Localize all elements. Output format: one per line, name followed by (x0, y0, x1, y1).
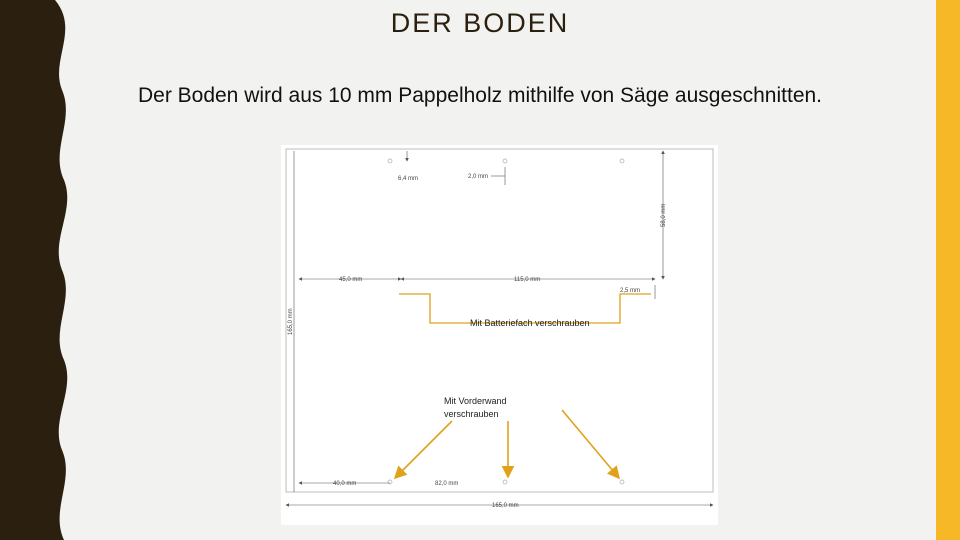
accent-bar (936, 0, 960, 540)
dim-label-82-0: 82,0 mm (435, 481, 459, 487)
dim-label-58-0: 58,0 mm (661, 203, 667, 227)
screw-hole (620, 480, 624, 484)
dim-label-2-5: 2,5 mm (620, 288, 641, 294)
slide-subtitle: Der Boden wird aus 10 mm Pappelholz mithilfe von Säge ausgeschnitten. (137, 84, 823, 107)
arrow-front-left (395, 421, 452, 478)
technical-drawing (281, 145, 718, 525)
screw-hole (620, 159, 624, 163)
screw-hole (388, 480, 392, 484)
dim-label-2-0: 2,0 mm (468, 174, 489, 180)
drawing-canvas (281, 145, 718, 525)
decorative-wave-band (0, 0, 75, 540)
note-battery: Mit Batteriefach verschrauben (470, 318, 590, 328)
slide-title: DER BODEN (390, 8, 570, 38)
screw-hole (503, 480, 507, 484)
screw-hole (388, 159, 392, 163)
dim-label-45-0: 45,0 mm (339, 277, 363, 283)
dim-label-40-0: 40,0 mm (333, 481, 357, 487)
dim-label-115-0: 115,0 mm (514, 277, 541, 283)
arrow-front-right (562, 410, 619, 478)
note-front-line2: verschrauben (444, 409, 499, 419)
dim-label-165-0-horizontal: 165,0 mm (492, 503, 519, 509)
dim-label-6-4: 6,4 mm (398, 176, 419, 182)
note-front-line1: Mit Vorderwand (444, 396, 507, 406)
screw-hole (503, 159, 507, 163)
dim-label-165-0-vertical: 165,0 mm (288, 308, 294, 335)
